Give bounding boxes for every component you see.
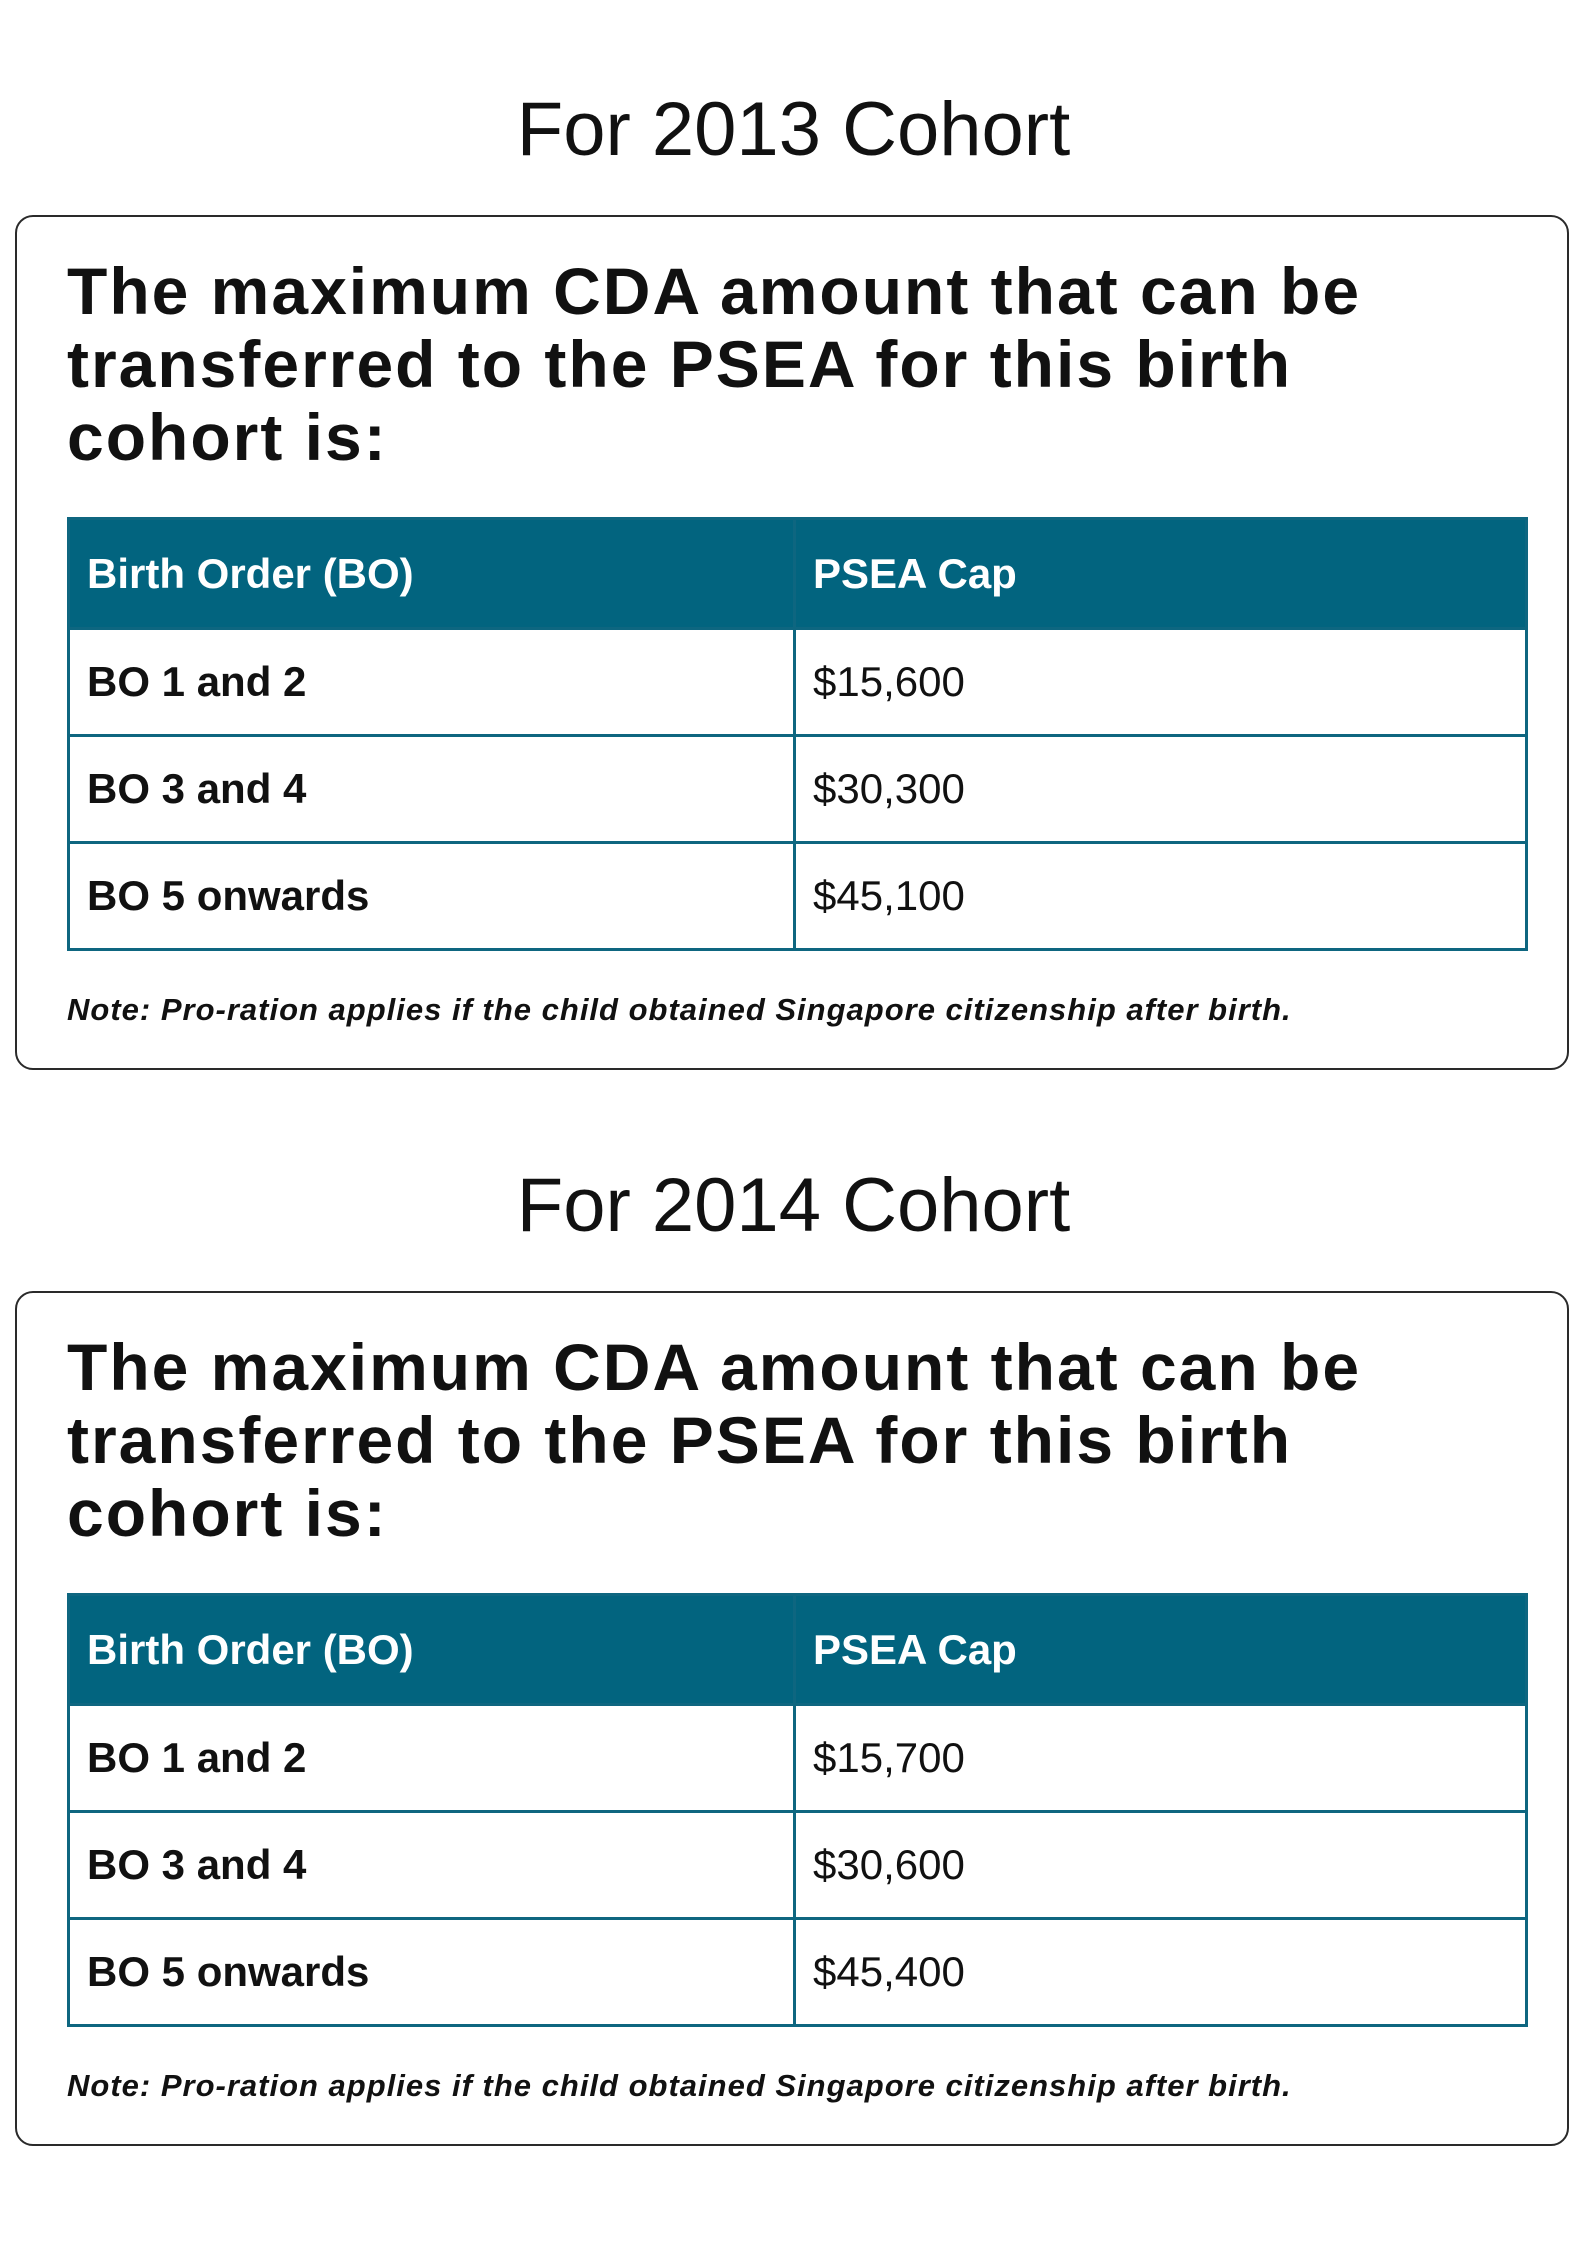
psea-cap-cell: $15,600	[795, 629, 1527, 736]
birth-order-cell: BO 1 and 2	[69, 1705, 795, 1812]
birth-order-cell: BO 5 onwards	[69, 1919, 795, 2026]
table-row	[69, 843, 1527, 950]
psea-cap-table	[67, 1593, 1528, 2027]
table-row	[69, 1705, 1527, 1812]
table-row	[69, 1812, 1527, 1919]
table-row	[69, 736, 1527, 843]
psea-cap-cell: $15,700	[795, 1705, 1527, 1812]
psea-cap-cell: $45,400	[795, 1919, 1527, 2026]
psea-cap-cell: $30,600	[795, 1812, 1527, 1919]
card-heading: The maximum CDA amount that can be transferred to the PSEA for this birth cohort is:	[67, 254, 1362, 474]
table-row	[69, 1919, 1527, 2026]
cap-card	[15, 215, 1569, 1070]
section-title: For 2014 Cohort	[516, 1163, 1071, 1248]
birth-order-cell: BO 3 and 4	[69, 1812, 795, 1919]
section-title: For 2013 Cohort	[516, 87, 1071, 172]
pro-ration-note: Note: Pro-ration applies if the child obtained Singapore citizenship after birth.	[67, 992, 1292, 1027]
birth-order-cell: BO 1 and 2	[69, 629, 795, 736]
birth-order-cell: BO 3 and 4	[69, 736, 795, 843]
psea-cap-cell: $45,100	[795, 843, 1527, 950]
pro-ration-note: Note: Pro-ration applies if the child obtained Singapore citizenship after birth.	[67, 2068, 1292, 2103]
table-row	[69, 629, 1527, 736]
card-heading: The maximum CDA amount that can be transferred to the PSEA for this birth cohort is:	[67, 1330, 1362, 1550]
table-header-row	[69, 519, 1527, 629]
birth-order-cell: BO 5 onwards	[69, 843, 795, 950]
column-header-psea-cap: PSEA Cap	[795, 1595, 1527, 1705]
column-header-birth-order: Birth Order (BO)	[69, 1595, 795, 1705]
column-header-psea-cap: PSEA Cap	[795, 519, 1527, 629]
psea-cap-table	[67, 517, 1528, 951]
table-header-row	[69, 1595, 1527, 1705]
psea-cap-cell: $30,300	[795, 736, 1527, 843]
column-header-birth-order: Birth Order (BO)	[69, 519, 795, 629]
cap-card	[15, 1291, 1569, 2146]
